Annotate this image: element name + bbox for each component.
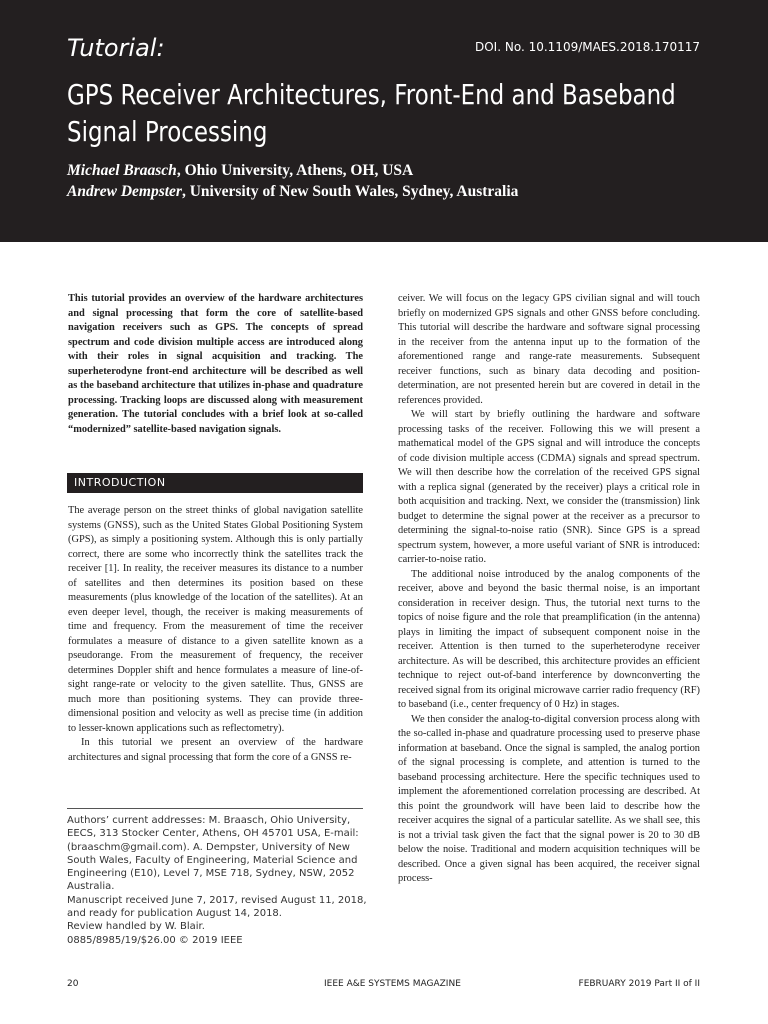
left-column-body [68,504,363,765]
footnote-manuscript: Manuscript received June 7, 2017, revised August 11, 2018, and ready for publication August 14, 2018. [67,894,367,920]
header-banner [0,0,768,242]
magazine-name: IEEE A&E SYSTEMS MAGAZINE [324,979,461,989]
issue-label: FEBRUARY 2019 Part II of II [578,979,700,989]
body-paragraph: The additional noise introduced by the analog components of the receiver, above and beyond the basic thermal noise, is an important consideration in receiver design. Thus, the tutorial next turns to the topics of noise figure and the role that preamplification (in the antenna) plays in limiting the impact of subsequent component noise in the receiver. Attention is then turned to the superheterodyne receiver architecture. As will be described, this architecture provides an efficient technique to reject out-of-band interference by downconverting the received signal from its original microwave carrier radio frequency (RF) to baseband (i.e., center frequency of 0 Hz) in stages. [398,568,700,710]
footnote-review: Review handled by W. Blair. [67,921,205,933]
body-paragraph: The average person on the street thinks of global navigation satellite systems (GNSS), such as the United States Global Positioning System (GPS), as simply a positioning system. Although this is only partially correct, there are some who incorrectly think the satellites track the receiver [1]. In reality, the receiver measures its distance to a number of satellites and then determines its position based on these measurements (plus knowledge of the location of the satellites). At an even deeper level, though, the receiver is making measurements of time and frequency. From the measurement of time the receiver formulates a measure of distance to a given satellite known as a pseudorange. From the measurement of frequency, the receiver determines Doppler shift and hence formulates a measure of line-of-sight range-rate or velocity to the given satellite. Thus, GNSS are much more than positioning systems. They can provide three-dimensional position and velocity as well as precise time (in addition to lesser-known applications such as reflectometry). [68,505,363,734]
author-line-2 [67,181,518,202]
section-heading-label: INTRODUCTION [74,476,166,489]
footnote-divider [67,808,363,809]
abstract-text: This tutorial provides an overview of the hardware architectures and signal processing that form the core of satellite-based navigation receivers such as GPS. The concepts of spread spectrum and code division multiple access are introduced along with their roles in signal acquisition and tracking. The superheterodyne front-end architecture will be described as well as the baseband architecture that utilizes in-phase and quadrature processing. Tracking loops are discussed along with measurement generation. The tutorial concludes with a brief look at so-called “modernized” satellite-based navigation signals. [68,293,363,435]
doi-label[interactable]: DOI. No. 10.1109/MAES.2018.170117 [475,40,700,54]
page-number: 20 [67,979,79,989]
right-column-body [398,292,700,887]
footnote-addresses: Authors’ current addresses: M. Braasch, Ohio University, EECS, 313 Stocker Center, Athens, OH 45701 USA, E-mail: (braaschm@gmail.com). A. Dempster, University of New South Wales, Faculty of Engineering, Material Science and Engineering (E10), Level 7, MSE 718, Sydney, NSW, 2052 Australia. [67,815,359,893]
abstract [68,292,363,437]
author-name: Andrew Dempster [67,183,182,200]
article-kicker: Tutorial: [67,34,165,62]
article-title: GPS Receiver Architectures, Front-End and Baseband Signal Processing [67,78,676,148]
body-paragraph: We then consider the analog-to-digital conversion process along with the so-called in-phase and quadrature processing used to preserve phase information at baseband. Once the signal is sampled, the analog portion of the signal processing is complete, and attention is turned to the baseband processing architecture. Here the specific techniques used to implement the aforementioned correlation processing are described. At this point the groundwork will have been laid to describe how the receiver acquires the signal of a particular satellite. As we shall see, this is not a trivial task given the fact that the signal power is 20 to 30 dB below the noise. Traditional and modern acquisition techniques will be described. Once a given signal has been acquired, the receiver signal process- [398,713,700,884]
author-name: Michael Braasch [67,162,177,179]
footnote-copyright: 0885/8985/19/$26.00 © 2019 IEEE [67,934,243,946]
body-paragraph: We will start by briefly outlining the hardware and software processing tasks of the receiver. Following this we will present a mathematical model of the GPS signal and will introduce the concepts of code division multiple access (CDMA) signals and spread spectrum. We will then describe how the correlation of the received GPS signal with a replica signal (generated by the receiver) plays a critical role in both acquisition and tracking. Next, we consider the (transmission) link budget to determine the signal power at the receiver as a precursor to determining the signal-to-noise ratio (SNR). Since GPS is a spread spectrum system, however, a more useful variant of SNR is introduced: carrier-to-noise ratio. [398,409,700,565]
author-footnote [67,814,367,947]
body-paragraph: ceiver. We will focus on the legacy GPS civilian signal and will touch briefly on modernized GPS signals and other GNSS before concluding. This tutorial will describe the hardware and software signal processing in the receiver from the antenna input up to the formation of the aforementioned range and range-rate measurements. Subsequent receiver functions, such as binary data decoding and position-determination, are not presented herein but are covered in detail in the references provided. [398,293,700,406]
section-heading-introduction [67,473,363,493]
author-line-1 [67,160,518,181]
body-paragraph: In this tutorial we present an overview of the hardware architectures and signal processing that form the core of a GNSS re- [68,737,363,763]
author-affiliation: , Ohio University, Athens, OH, USA [176,162,414,179]
author-list [67,160,518,202]
author-affiliation: , University of New South Wales, Sydney, Australia [181,183,519,200]
